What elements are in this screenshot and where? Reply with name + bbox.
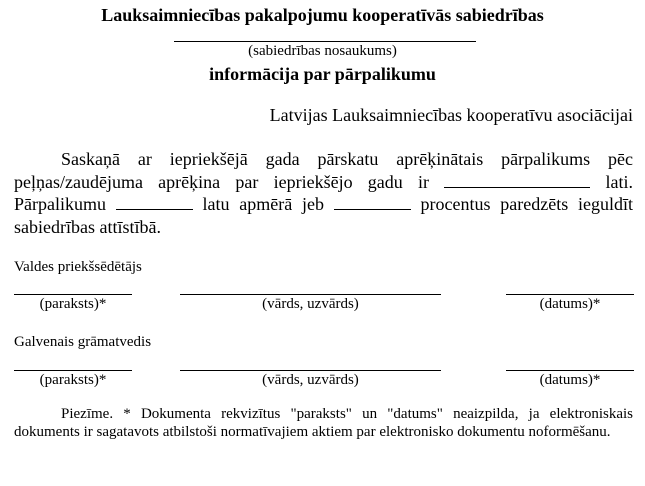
name-caption: (vārds, uzvārds) <box>262 372 359 388</box>
signature-line <box>14 370 132 371</box>
body-text-2: lati. Pārpalikumu <box>14 171 633 214</box>
name-line <box>180 294 441 295</box>
percent-blank <box>334 193 411 210</box>
name-line <box>180 370 441 371</box>
company-name-line <box>174 41 476 42</box>
document-title: Lauksaimniecības pakalpojumu kooperatīvās sabiedrības <box>101 5 544 25</box>
body-text-3: latu apmērā jeb <box>202 194 325 214</box>
surplus-amount-blank <box>444 171 590 188</box>
name-caption: (vārds, uzvārds) <box>262 296 359 312</box>
document-subtitle: informācija par pārpalikumu <box>209 64 436 84</box>
date-line <box>506 294 634 295</box>
body-text-1: Saskaņā ar iepriekšējā gada pārskatu aprēķinātais pārpalikums pēc peļņas/zaudējuma aprēķina par iepriekšējo gadu ir <box>14 149 633 192</box>
invest-amount-blank <box>116 193 193 210</box>
role-chairman: Valdes priekšsēdētājs <box>14 259 142 275</box>
company-name-caption: (sabiedrības nosaukums) <box>248 43 397 59</box>
role-chief-accountant: Galvenais grāmatvedis <box>14 334 152 350</box>
body-text-4: procentus paredzēts ieguldīt sabiedrības attīstībā. <box>14 194 634 237</box>
body-paragraph <box>14 148 633 238</box>
signature-caption: (paraksts)* <box>39 372 107 388</box>
date-caption: (datums)* <box>539 296 601 312</box>
date-caption: (datums)* <box>539 372 601 388</box>
footnote: Piezīme. * Dokumenta rekvizītus "paraksts" un "datums" neaizpilda, ja elektroniskais dokuments ir sagatavots atbilstoši normatīvajiem aktiem par elektronisko dokumentu noformēšanu. <box>14 406 633 440</box>
date-line <box>506 370 634 371</box>
signature-line <box>14 294 132 295</box>
signature-caption: (paraksts)* <box>39 296 107 312</box>
recipient: Latvijas Lauksaimniecības kooperatīvu asociācijai <box>269 105 633 125</box>
